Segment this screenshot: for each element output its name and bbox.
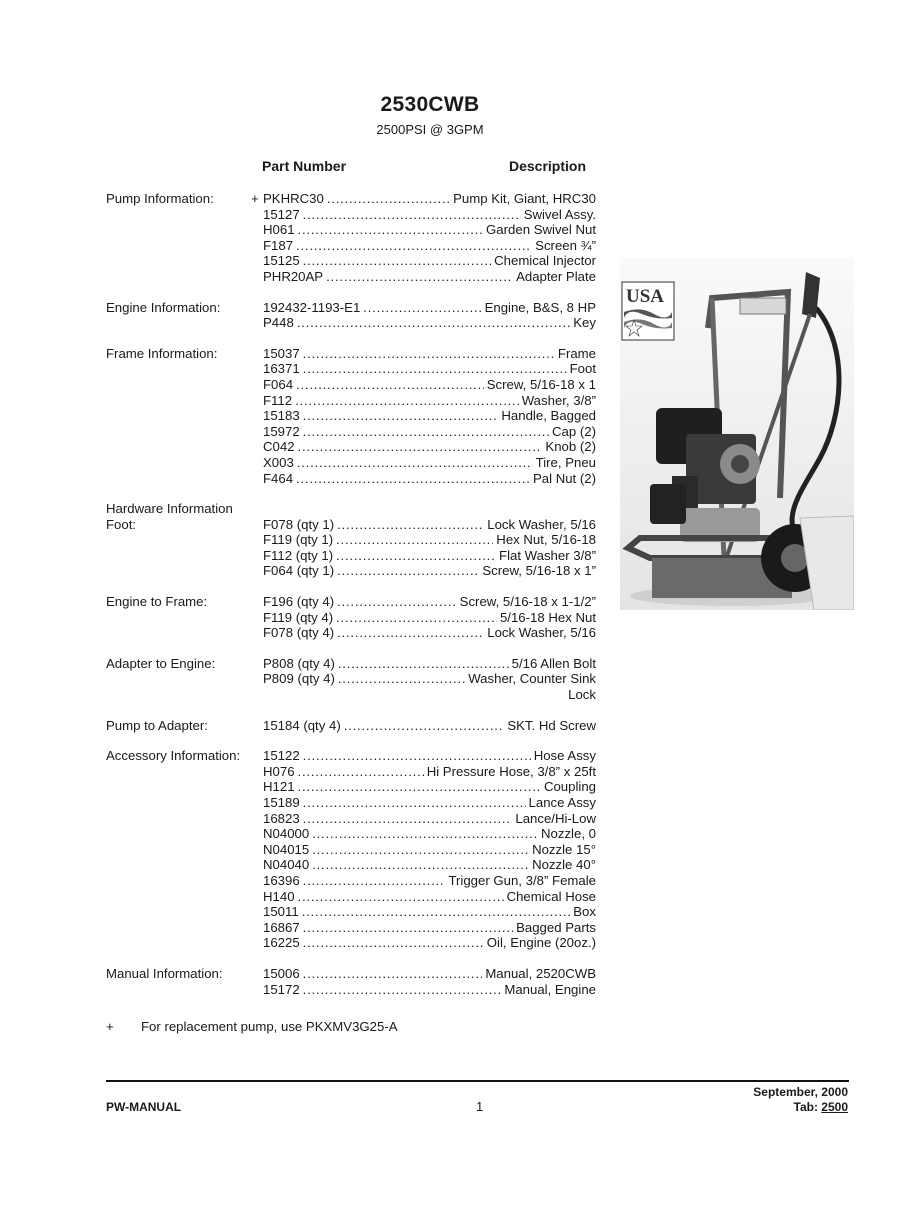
footer-tab-label: Tab: bbox=[793, 1100, 818, 1114]
replacement-marker: + bbox=[251, 191, 259, 206]
dot-leader bbox=[303, 811, 513, 827]
part-row bbox=[106, 532, 596, 548]
part-entry bbox=[263, 779, 596, 795]
part-number: N04015 bbox=[263, 841, 310, 857]
part-row bbox=[106, 966, 596, 982]
part-number: F112 (qty 1) bbox=[263, 547, 334, 563]
group-spacer bbox=[106, 733, 596, 748]
page-number: 1 bbox=[476, 1099, 484, 1114]
part-description: Tire, Pneu bbox=[535, 454, 596, 470]
part-description-continued: Lock bbox=[568, 687, 596, 703]
group-spacer bbox=[106, 579, 596, 594]
part-row bbox=[106, 471, 596, 487]
part-description: Hex Nut, 5/16-18 bbox=[496, 532, 596, 548]
part-description: Knob (2) bbox=[545, 439, 596, 455]
dot-leader bbox=[303, 873, 446, 889]
part-number: N04040 bbox=[263, 857, 310, 873]
part-entry bbox=[251, 191, 596, 207]
part-number: F078 (qty 4) bbox=[263, 625, 335, 641]
part-row bbox=[106, 191, 596, 207]
section-label: Accessory Information: bbox=[106, 748, 241, 764]
pressure-washer-photo bbox=[620, 258, 854, 610]
part-row bbox=[106, 842, 596, 858]
part-entry bbox=[263, 857, 596, 873]
part-number: F464 bbox=[263, 470, 294, 486]
dot-leader bbox=[298, 764, 424, 780]
part-row bbox=[106, 517, 596, 533]
part-entry bbox=[263, 920, 596, 936]
part-description: Pump Kit, Giant, HRC30 bbox=[453, 191, 596, 206]
part-number: P808 (qty 4) bbox=[263, 655, 335, 671]
dot-leader bbox=[312, 857, 529, 873]
part-row bbox=[106, 982, 596, 998]
part-description: Oil, Engine (20oz.) bbox=[486, 935, 596, 951]
part-row bbox=[106, 873, 596, 889]
part-number: 15127 bbox=[263, 206, 300, 222]
part-description: Chemical Hose bbox=[506, 888, 596, 904]
parts-list bbox=[106, 191, 596, 997]
part-description: Handle, Bagged bbox=[501, 408, 596, 424]
part-description: Screw, 5/16-18 x 1 bbox=[486, 376, 596, 392]
part-number: P809 (qty 4) bbox=[263, 671, 335, 687]
footer-rule bbox=[106, 1080, 849, 1082]
part-number: F187 bbox=[263, 237, 294, 253]
part-entry bbox=[263, 253, 596, 269]
part-description: Washer, 3/8” bbox=[521, 392, 596, 408]
part-entry bbox=[263, 687, 596, 703]
part-description: Screw, 5/16-18 x 1-1/2” bbox=[459, 594, 596, 610]
part-description: Lance Assy bbox=[528, 795, 596, 810]
part-row bbox=[106, 253, 596, 269]
part-row bbox=[106, 671, 596, 687]
dot-leader bbox=[297, 315, 570, 331]
part-description: Hose Assy bbox=[533, 748, 596, 764]
page-subtitle: 2500PSI @ 3GPM bbox=[376, 122, 484, 137]
dot-leader bbox=[303, 408, 499, 424]
part-description: Engine, B&S, 8 HP bbox=[484, 299, 596, 315]
part-entry bbox=[263, 471, 596, 487]
part-row bbox=[106, 779, 596, 795]
section-label: Pump Information: bbox=[106, 191, 214, 206]
dot-leader bbox=[303, 920, 513, 936]
group-spacer bbox=[106, 486, 596, 501]
part-description: Foot bbox=[569, 361, 596, 377]
part-entry bbox=[263, 671, 596, 687]
part-number: 15037 bbox=[263, 345, 300, 361]
part-row bbox=[106, 439, 596, 455]
part-number: 15125 bbox=[263, 253, 300, 269]
dot-leader bbox=[312, 842, 529, 858]
part-entry bbox=[263, 222, 596, 238]
part-number: F112 bbox=[263, 392, 293, 408]
part-number: 15184 (qty 4) bbox=[263, 717, 341, 733]
dot-leader bbox=[363, 300, 481, 316]
part-number: 15972 bbox=[263, 423, 300, 439]
part-row bbox=[106, 904, 596, 920]
dot-leader bbox=[303, 424, 549, 440]
part-number: 16225 bbox=[263, 935, 300, 951]
dot-leader bbox=[296, 377, 484, 393]
dot-leader bbox=[303, 935, 484, 951]
part-description: Garden Swivel Nut bbox=[486, 222, 596, 238]
part-row bbox=[106, 377, 596, 393]
part-entry bbox=[263, 532, 596, 548]
part-number: N04000 bbox=[263, 826, 310, 842]
description-column-header: Description bbox=[509, 158, 587, 174]
dot-leader bbox=[344, 718, 505, 734]
part-entry bbox=[263, 889, 596, 905]
section-label: Foot: bbox=[106, 516, 137, 532]
part-description: Coupling bbox=[543, 779, 596, 795]
dot-leader bbox=[337, 625, 484, 641]
part-description: Lock Washer, 5/16 bbox=[487, 516, 596, 532]
part-number: F078 (qty 1) bbox=[263, 516, 335, 532]
part-entry bbox=[263, 594, 596, 610]
part-number: 15006 bbox=[263, 965, 300, 981]
part-row bbox=[106, 610, 596, 626]
dot-leader bbox=[337, 563, 479, 579]
group-spacer bbox=[106, 331, 596, 346]
dot-leader bbox=[303, 966, 483, 982]
footnote bbox=[106, 1019, 398, 1034]
dot-leader bbox=[303, 795, 526, 811]
part-row bbox=[106, 455, 596, 471]
part-row bbox=[106, 889, 596, 905]
footer-date: September, 2000 bbox=[753, 1085, 848, 1099]
part-entry bbox=[263, 238, 596, 254]
part-number: H121 bbox=[263, 779, 295, 795]
dot-leader bbox=[298, 222, 484, 238]
part-entry bbox=[263, 625, 596, 641]
part-description: 5/16 Allen Bolt bbox=[511, 655, 596, 671]
part-row bbox=[106, 361, 596, 377]
part-description: Cap (2) bbox=[552, 423, 596, 439]
dot-leader bbox=[303, 748, 531, 764]
dot-leader bbox=[298, 889, 504, 905]
part-entry bbox=[263, 517, 596, 533]
part-entry bbox=[263, 935, 596, 951]
dot-leader bbox=[303, 207, 521, 223]
section-label: Adapter to Engine: bbox=[106, 655, 216, 671]
section-label: Pump to Adapter: bbox=[106, 717, 208, 733]
part-number: F119 (qty 4) bbox=[263, 609, 334, 625]
part-row bbox=[106, 393, 596, 409]
dot-leader bbox=[327, 191, 450, 207]
dot-leader bbox=[302, 904, 571, 920]
part-row bbox=[106, 920, 596, 936]
part-description: SKT. Hd Screw bbox=[507, 717, 596, 733]
footnote-marker: + bbox=[106, 1019, 114, 1034]
part-entry bbox=[263, 842, 596, 858]
part-entry bbox=[263, 361, 596, 377]
part-row bbox=[106, 315, 596, 331]
footnote-text: For replacement pump, use PKXMV3G25-A bbox=[141, 1019, 398, 1034]
part-description: Nozzle 15° bbox=[532, 841, 596, 857]
part-number: 15011 bbox=[263, 904, 299, 920]
part-entry bbox=[263, 826, 596, 842]
page-title: 2530CWB bbox=[380, 93, 480, 116]
part-description: Lance/Hi-Low bbox=[515, 810, 596, 826]
part-description: Adapter Plate bbox=[516, 268, 596, 284]
part-number: PKHRC30 bbox=[263, 191, 324, 206]
part-description: Bagged Parts bbox=[516, 919, 596, 935]
part-number: F119 (qty 1) bbox=[263, 532, 334, 548]
part-entry bbox=[263, 748, 596, 764]
dot-leader bbox=[297, 455, 533, 471]
part-description: Washer, Counter Sink bbox=[468, 671, 596, 687]
footer-manual-name: PW-MANUAL bbox=[106, 1100, 182, 1114]
part-description: Lock Washer, 5/16 bbox=[487, 625, 596, 641]
dot-leader bbox=[336, 548, 496, 564]
part-number: C042 bbox=[263, 439, 295, 455]
dot-leader bbox=[326, 269, 513, 285]
part-row bbox=[106, 300, 596, 316]
dot-leader bbox=[296, 238, 532, 254]
part-entry bbox=[263, 455, 596, 471]
part-row bbox=[106, 424, 596, 440]
part-entry bbox=[263, 904, 596, 920]
part-row bbox=[106, 548, 596, 564]
part-row bbox=[106, 764, 596, 780]
part-row bbox=[106, 795, 596, 811]
part-entry bbox=[263, 377, 596, 393]
part-number: 192432-1193-E1 bbox=[263, 299, 361, 315]
part-entry bbox=[263, 563, 596, 579]
part-entry bbox=[263, 408, 596, 424]
part-row bbox=[106, 687, 596, 703]
part-entry bbox=[263, 873, 596, 889]
part-description: 5/16-18 Hex Nut bbox=[499, 609, 596, 625]
dot-leader bbox=[298, 779, 541, 795]
part-description: Flat Washer 3/8” bbox=[499, 547, 596, 563]
part-description: Key bbox=[573, 315, 596, 331]
part-description: Trigger Gun, 3/8” Female bbox=[448, 872, 596, 888]
part-number: 16371 bbox=[263, 361, 300, 377]
part-description: Screen ¾” bbox=[535, 237, 596, 253]
part-number: F196 (qty 4) bbox=[263, 594, 335, 610]
dot-leader bbox=[336, 532, 493, 548]
part-number: F064 (qty 1) bbox=[263, 563, 335, 579]
part-number: 16823 bbox=[263, 810, 300, 826]
part-number: X003 bbox=[263, 454, 294, 470]
part-number: 15122 bbox=[263, 748, 300, 764]
dot-leader bbox=[295, 393, 519, 409]
part-number: F064 bbox=[263, 376, 294, 392]
part-description: Manual, Engine bbox=[504, 981, 596, 997]
part-entry bbox=[263, 610, 596, 626]
part-number: H140 bbox=[263, 888, 295, 904]
part-row bbox=[106, 826, 596, 842]
part-entry bbox=[263, 656, 596, 672]
part-row bbox=[106, 594, 596, 610]
part-row bbox=[106, 811, 596, 827]
part-row bbox=[106, 346, 596, 362]
part-description: Swivel Assy. bbox=[523, 206, 596, 222]
part-entry bbox=[263, 269, 596, 285]
dot-leader bbox=[338, 656, 509, 672]
part-row bbox=[106, 718, 596, 734]
usa-badge bbox=[622, 282, 674, 340]
part-row bbox=[106, 656, 596, 672]
section-label: Engine to Frame: bbox=[106, 594, 208, 610]
dot-leader bbox=[337, 594, 457, 610]
part-description: Nozzle, 0 bbox=[541, 826, 596, 842]
footer-tab-value: 2500 bbox=[821, 1100, 848, 1114]
dot-leader bbox=[303, 361, 567, 377]
section-label: Manual Information: bbox=[106, 965, 223, 981]
group-spacer bbox=[106, 285, 596, 300]
footer-date-tab bbox=[753, 1085, 848, 1115]
part-row bbox=[106, 222, 596, 238]
dot-leader bbox=[296, 471, 530, 487]
part-entry bbox=[263, 346, 596, 362]
dot-leader bbox=[303, 346, 555, 362]
dot-leader bbox=[336, 610, 497, 626]
part-row bbox=[106, 748, 596, 764]
part-entry bbox=[263, 424, 596, 440]
part-description: Chemical Injector bbox=[494, 253, 596, 269]
part-number: 15172 bbox=[263, 981, 300, 997]
section-label: Hardware Information bbox=[106, 501, 233, 517]
dot-leader bbox=[338, 671, 465, 687]
part-entry bbox=[263, 393, 596, 409]
part-number: 15189 bbox=[263, 795, 300, 810]
part-entry bbox=[263, 966, 596, 982]
part-entry bbox=[263, 764, 596, 780]
part-entry bbox=[263, 207, 596, 223]
group-spacer bbox=[106, 951, 596, 966]
part-description: Pal Nut (2) bbox=[532, 470, 596, 486]
part-number: H061 bbox=[263, 222, 295, 238]
part-entry bbox=[263, 982, 596, 998]
part-row bbox=[106, 207, 596, 223]
part-row bbox=[106, 408, 596, 424]
part-row bbox=[106, 857, 596, 873]
part-row bbox=[106, 563, 596, 579]
group-spacer bbox=[106, 703, 596, 718]
part-entry bbox=[263, 548, 596, 564]
part-row bbox=[106, 625, 596, 641]
section-header-row bbox=[106, 501, 596, 517]
part-number: PHR20AP bbox=[263, 268, 324, 284]
part-description: Manual, 2520CWB bbox=[485, 965, 596, 981]
part-description: Box bbox=[573, 904, 596, 920]
part-entry bbox=[263, 439, 596, 455]
part-number-column-header: Part Number bbox=[262, 158, 347, 174]
part-number: 16396 bbox=[263, 872, 300, 888]
part-number: H076 bbox=[263, 763, 295, 779]
section-label: Engine Information: bbox=[106, 299, 221, 315]
dot-leader bbox=[337, 517, 484, 533]
dot-leader bbox=[312, 826, 538, 842]
part-entry bbox=[263, 718, 596, 734]
part-row bbox=[106, 935, 596, 951]
part-entry bbox=[263, 300, 596, 316]
part-description: Screw, 5/16-18 x 1” bbox=[482, 563, 596, 579]
part-description: Frame bbox=[557, 345, 596, 361]
part-entry bbox=[263, 811, 596, 827]
part-description: Nozzle 40° bbox=[532, 857, 596, 873]
part-number: 15183 bbox=[263, 408, 300, 424]
part-row bbox=[106, 269, 596, 285]
part-entry bbox=[263, 795, 596, 811]
dot-leader bbox=[303, 982, 502, 998]
group-spacer bbox=[106, 641, 596, 656]
part-description: Hi Pressure Hose, 3/8” x 25ft bbox=[426, 763, 596, 779]
part-row bbox=[106, 238, 596, 254]
usa-badge-text: USA bbox=[626, 286, 665, 307]
part-number: P448 bbox=[263, 315, 294, 331]
part-entry bbox=[263, 315, 596, 331]
dot-leader bbox=[303, 253, 491, 269]
part-number: 16867 bbox=[263, 919, 300, 935]
dot-leader bbox=[298, 439, 543, 455]
section-label: Frame Information: bbox=[106, 345, 218, 361]
